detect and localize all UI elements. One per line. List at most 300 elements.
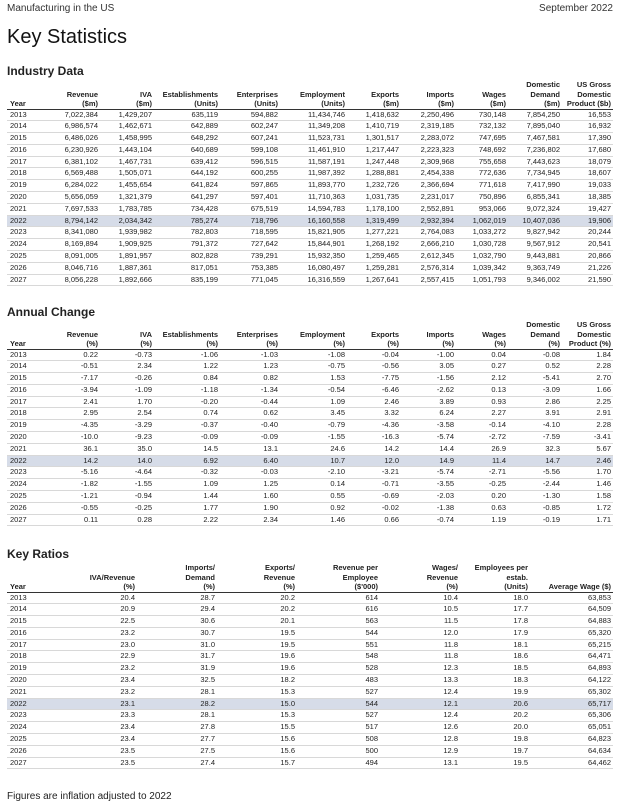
column-header-text: Revenue per xyxy=(332,563,378,572)
column-header-text: IVA xyxy=(140,89,152,99)
table-row xyxy=(7,396,613,408)
table-row xyxy=(7,479,613,491)
value-cell: 7,697,533 xyxy=(42,203,100,215)
value-cell: 2,309,968 xyxy=(401,156,456,168)
value-cell: 544 xyxy=(297,627,380,639)
value-cell: 11.8 xyxy=(380,639,460,651)
value-cell: 730,148 xyxy=(456,109,508,121)
value-cell: 65,215 xyxy=(530,639,613,651)
value-cell: -10.0 xyxy=(42,432,100,444)
value-cell: -0.69 xyxy=(347,491,401,503)
table-row xyxy=(7,408,613,420)
table-header-row xyxy=(7,80,613,109)
value-cell: 19.6 xyxy=(217,651,297,663)
value-cell: 1,892,666 xyxy=(100,274,154,286)
value-cell: 0.52 xyxy=(508,361,562,373)
value-cell: 597,401 xyxy=(220,192,280,204)
year-cell: 2016 xyxy=(7,627,52,639)
column-header-text: ($m) xyxy=(383,99,399,108)
value-cell: 17.9 xyxy=(460,627,530,639)
value-cell: 11.5 xyxy=(380,616,460,628)
column-header xyxy=(347,320,401,349)
value-cell: 28.2 xyxy=(137,698,217,710)
value-cell: 22.5 xyxy=(52,616,137,628)
year-cell: 2014 xyxy=(7,604,52,616)
column-header xyxy=(7,563,52,592)
value-cell: -0.02 xyxy=(347,502,401,514)
value-cell: 23.2 xyxy=(52,686,137,698)
column-header xyxy=(280,80,347,109)
value-cell: 6,486,026 xyxy=(42,133,100,145)
value-cell: 1.77 xyxy=(154,502,220,514)
value-cell: 750,896 xyxy=(456,192,508,204)
year-cell: 2026 xyxy=(7,745,52,757)
value-cell: 19.5 xyxy=(217,627,297,639)
value-cell: 11,587,191 xyxy=(280,156,347,168)
column-header xyxy=(42,80,100,109)
value-cell: 1,467,731 xyxy=(100,156,154,168)
value-cell: 1,217,447 xyxy=(347,144,401,156)
table-row xyxy=(7,239,613,251)
value-cell: 19.9 xyxy=(460,686,530,698)
value-cell: 12.6 xyxy=(380,722,460,734)
value-cell: 602,247 xyxy=(220,121,280,133)
value-cell: 2,454,338 xyxy=(401,168,456,180)
value-cell: 27.4 xyxy=(137,757,217,769)
value-cell: 1,319,499 xyxy=(347,215,401,227)
value-cell: 2,034,342 xyxy=(100,215,154,227)
value-cell: 10.7 xyxy=(280,455,347,467)
table-row xyxy=(7,274,613,286)
column-header-text: Employment xyxy=(299,329,345,339)
value-cell: 11,987,392 xyxy=(280,168,347,180)
column-header-text: (%) xyxy=(266,339,278,348)
column-header xyxy=(401,320,456,349)
value-cell: 2.70 xyxy=(562,373,613,385)
table-row xyxy=(7,361,613,373)
value-cell: 14.4 xyxy=(401,443,456,455)
value-cell: 0.55 xyxy=(280,491,347,503)
value-cell: 2,576,314 xyxy=(401,262,456,274)
value-cell: -0.37 xyxy=(154,420,220,432)
value-cell: 8,341,080 xyxy=(42,227,100,239)
value-cell: 6.24 xyxy=(401,408,456,420)
value-cell: 10.5 xyxy=(380,604,460,616)
value-cell: 15.0 xyxy=(217,698,297,710)
value-cell: 12.0 xyxy=(380,627,460,639)
value-cell: 7,022,384 xyxy=(42,109,100,121)
value-cell: 15,821,905 xyxy=(280,227,347,239)
value-cell: -0.79 xyxy=(280,420,347,432)
value-cell: 2,764,083 xyxy=(401,227,456,239)
value-cell: 12.9 xyxy=(380,745,460,757)
value-cell: 791,372 xyxy=(154,239,220,251)
column-header-text: (%) xyxy=(86,339,98,348)
report-category: Manufacturing in the US xyxy=(7,3,115,14)
value-cell: 64,893 xyxy=(530,663,613,675)
value-cell: 1,030,728 xyxy=(456,239,508,251)
column-header-text: (%) xyxy=(548,339,560,348)
value-cell: 2,250,496 xyxy=(401,109,456,121)
column-header-text: Year xyxy=(10,582,26,591)
table-row xyxy=(7,627,613,639)
value-cell: 20.9 xyxy=(52,604,137,616)
value-cell: 0.14 xyxy=(280,479,347,491)
value-cell: 3.45 xyxy=(280,408,347,420)
value-cell: -0.40 xyxy=(220,420,280,432)
value-cell: 15,844,901 xyxy=(280,239,347,251)
value-cell: 23.4 xyxy=(52,675,137,687)
value-cell: 9,443,881 xyxy=(508,251,562,263)
value-cell: 1.72 xyxy=(562,502,613,514)
value-cell: 11,710,363 xyxy=(280,192,347,204)
value-cell: -1.00 xyxy=(401,349,456,361)
value-cell: 21,226 xyxy=(562,262,613,274)
value-cell: 600,255 xyxy=(220,168,280,180)
value-cell: 2.28 xyxy=(562,361,613,373)
value-cell: -0.08 xyxy=(508,349,562,361)
value-cell: 1,277,221 xyxy=(347,227,401,239)
value-cell: 14.2 xyxy=(42,455,100,467)
value-cell: 64,883 xyxy=(530,616,613,628)
value-cell: 953,066 xyxy=(456,203,508,215)
column-header-text: Establishments xyxy=(162,329,218,339)
value-cell: 15,932,350 xyxy=(280,251,347,263)
value-cell: 13.1 xyxy=(380,757,460,769)
value-cell: 18,079 xyxy=(562,156,613,168)
column-header xyxy=(217,563,297,592)
value-cell: 3.32 xyxy=(347,408,401,420)
value-cell: 782,803 xyxy=(154,227,220,239)
value-cell: -9.23 xyxy=(100,432,154,444)
value-cell: 11,349,208 xyxy=(280,121,347,133)
value-cell: -3.94 xyxy=(42,384,100,396)
column-header-text: Employment xyxy=(299,89,345,99)
column-header-text: Imports xyxy=(426,329,454,339)
value-cell: 0.82 xyxy=(220,373,280,385)
value-cell: 596,515 xyxy=(220,156,280,168)
value-cell: 771,045 xyxy=(220,274,280,286)
value-cell: 31.7 xyxy=(137,651,217,663)
value-cell: 802,828 xyxy=(154,251,220,263)
value-cell: -3.09 xyxy=(508,384,562,396)
value-cell: -1.21 xyxy=(42,491,100,503)
value-cell: 9,827,942 xyxy=(508,227,562,239)
value-cell: 15.6 xyxy=(217,745,297,757)
value-cell: 27.7 xyxy=(137,734,217,746)
value-cell: 1,268,192 xyxy=(347,239,401,251)
column-header xyxy=(220,80,280,109)
value-cell: 641,297 xyxy=(154,192,220,204)
year-cell: 2020 xyxy=(7,675,52,687)
value-cell: 15.5 xyxy=(217,722,297,734)
value-cell: 12.3 xyxy=(380,663,460,675)
value-cell: 0.22 xyxy=(42,349,100,361)
year-cell: 2023 xyxy=(7,227,42,239)
value-cell: 19.5 xyxy=(217,639,297,651)
value-cell: 15.3 xyxy=(217,686,297,698)
column-header-text: (%) xyxy=(140,339,152,348)
column-header xyxy=(562,320,613,349)
table-row xyxy=(7,180,613,192)
column-header-text: ($m) xyxy=(136,99,152,108)
column-header xyxy=(154,80,220,109)
value-cell: 817,051 xyxy=(154,262,220,274)
value-cell: 0.11 xyxy=(42,514,100,526)
table-row xyxy=(7,686,613,698)
column-header-text: Domestic xyxy=(526,320,560,329)
value-cell: 19,033 xyxy=(562,180,613,192)
value-cell: 20.2 xyxy=(217,592,297,604)
column-header-text: Demand xyxy=(185,572,215,582)
year-cell: 2018 xyxy=(7,408,42,420)
value-cell: 36.1 xyxy=(42,443,100,455)
value-cell: 1,247,448 xyxy=(347,156,401,168)
value-cell: 7,467,581 xyxy=(508,133,562,145)
annual-change-table xyxy=(7,320,613,526)
value-cell: 2.91 xyxy=(562,408,613,420)
value-cell: 65,306 xyxy=(530,710,613,722)
value-cell: 27.5 xyxy=(137,745,217,757)
column-header-text: Wages xyxy=(482,89,506,99)
column-header-text: Wages/ xyxy=(432,563,458,572)
value-cell: 1.44 xyxy=(154,491,220,503)
value-cell: 1,462,671 xyxy=(100,121,154,133)
value-cell: -4.10 xyxy=(508,420,562,432)
value-cell: -1.06 xyxy=(154,349,220,361)
value-cell: 12.4 xyxy=(380,686,460,698)
column-header-text: Demand xyxy=(530,329,560,339)
value-cell: 1,458,995 xyxy=(100,133,154,145)
value-cell: -2.44 xyxy=(508,479,562,491)
value-cell: 616 xyxy=(297,604,380,616)
value-cell: 0.63 xyxy=(456,502,508,514)
value-cell: 1,039,342 xyxy=(456,262,508,274)
value-cell: 0.28 xyxy=(100,514,154,526)
column-header-text: Revenue xyxy=(66,329,98,339)
column-header xyxy=(7,80,42,109)
value-cell: 2,552,891 xyxy=(401,203,456,215)
table-row xyxy=(7,109,613,121)
value-cell: 1,062,019 xyxy=(456,215,508,227)
value-cell: 0.20 xyxy=(456,491,508,503)
value-cell: 18.0 xyxy=(460,592,530,604)
value-cell: 1,178,100 xyxy=(347,203,401,215)
year-cell: 2017 xyxy=(7,639,52,651)
value-cell: 1.22 xyxy=(154,361,220,373)
report-header xyxy=(7,3,613,14)
year-cell: 2026 xyxy=(7,262,42,274)
value-cell: 641,824 xyxy=(154,180,220,192)
value-cell: 607,241 xyxy=(220,133,280,145)
column-header xyxy=(347,80,401,109)
year-cell: 2025 xyxy=(7,491,42,503)
value-cell: 3.91 xyxy=(508,408,562,420)
value-cell: 28.7 xyxy=(137,592,217,604)
value-cell: 2,231,017 xyxy=(401,192,456,204)
year-cell: 2016 xyxy=(7,384,42,396)
year-cell: 2015 xyxy=(7,373,42,385)
year-cell: 2014 xyxy=(7,361,42,373)
value-cell: -0.14 xyxy=(456,420,508,432)
value-cell: 12.8 xyxy=(380,734,460,746)
value-cell: 15.7 xyxy=(217,757,297,769)
column-header xyxy=(456,80,508,109)
value-cell: 23.5 xyxy=(52,745,137,757)
value-cell: -3.21 xyxy=(347,467,401,479)
table-row xyxy=(7,420,613,432)
value-cell: 12.0 xyxy=(347,455,401,467)
year-cell: 2021 xyxy=(7,443,42,455)
year-cell: 2015 xyxy=(7,616,52,628)
value-cell: 16,160,558 xyxy=(280,215,347,227)
table-row xyxy=(7,373,613,385)
value-cell: 16,080,497 xyxy=(280,262,347,274)
value-cell: 23.5 xyxy=(52,757,137,769)
value-cell: 65,051 xyxy=(530,722,613,734)
value-cell: 675,519 xyxy=(220,203,280,215)
value-cell: -2.71 xyxy=(456,467,508,479)
table-row xyxy=(7,384,613,396)
value-cell: 755,658 xyxy=(456,156,508,168)
value-cell: 494 xyxy=(297,757,380,769)
value-cell: -0.55 xyxy=(42,502,100,514)
value-cell: 18,385 xyxy=(562,192,613,204)
value-cell: -0.25 xyxy=(456,479,508,491)
value-cell: 599,108 xyxy=(220,144,280,156)
value-cell: 1,783,785 xyxy=(100,203,154,215)
table-row xyxy=(7,604,613,616)
column-header xyxy=(100,80,154,109)
value-cell: -1.18 xyxy=(154,384,220,396)
value-cell: 508 xyxy=(297,734,380,746)
table-row xyxy=(7,443,613,455)
value-cell: 727,642 xyxy=(220,239,280,251)
column-header-text: Average Wage ($) xyxy=(548,582,611,591)
value-cell: 1,033,272 xyxy=(456,227,508,239)
table-row xyxy=(7,432,613,444)
value-cell: 1.90 xyxy=(220,502,280,514)
value-cell: 11,434,746 xyxy=(280,109,347,121)
year-cell: 2024 xyxy=(7,239,42,251)
value-cell: 9,346,002 xyxy=(508,274,562,286)
value-cell: 0.84 xyxy=(154,373,220,385)
value-cell: -5.41 xyxy=(508,373,562,385)
value-cell: -0.71 xyxy=(347,479,401,491)
value-cell: 29.4 xyxy=(137,604,217,616)
value-cell: 23.3 xyxy=(52,710,137,722)
value-cell: 14.9 xyxy=(401,455,456,467)
footnote: Figures are inflation adjusted to 2022 xyxy=(7,791,172,802)
value-cell: 2,283,072 xyxy=(401,133,456,145)
value-cell: 64,634 xyxy=(530,745,613,757)
value-cell: 18.3 xyxy=(460,675,530,687)
column-header-text: Year xyxy=(10,339,26,348)
value-cell: 8,169,894 xyxy=(42,239,100,251)
year-cell: 2016 xyxy=(7,144,42,156)
year-cell: 2020 xyxy=(7,432,42,444)
value-cell: -1.09 xyxy=(100,384,154,396)
value-cell: -5.56 xyxy=(508,467,562,479)
year-cell: 2014 xyxy=(7,121,42,133)
key-ratios-title: Key Ratios xyxy=(7,547,70,561)
value-cell: 16,553 xyxy=(562,109,613,121)
column-header-text: US Gross xyxy=(576,80,611,89)
table-row xyxy=(7,133,613,145)
value-cell: -0.44 xyxy=(220,396,280,408)
year-cell: 2022 xyxy=(7,698,52,710)
key-ratios-table xyxy=(7,563,613,769)
value-cell: 63,853 xyxy=(530,592,613,604)
value-cell: 785,274 xyxy=(154,215,220,227)
column-header xyxy=(508,320,562,349)
value-cell: 18.6 xyxy=(460,651,530,663)
column-header xyxy=(52,563,137,592)
value-cell: -0.03 xyxy=(220,467,280,479)
value-cell: 2.46 xyxy=(562,455,613,467)
value-cell: 35.0 xyxy=(100,443,154,455)
table-row xyxy=(7,491,613,503)
column-header xyxy=(137,563,217,592)
column-header xyxy=(280,320,347,349)
table-row xyxy=(7,467,613,479)
value-cell: 14,594,783 xyxy=(280,203,347,215)
table-row xyxy=(7,663,613,675)
column-header-text: (%) xyxy=(203,582,215,591)
value-cell: 16,932 xyxy=(562,121,613,133)
value-cell: -0.20 xyxy=(154,396,220,408)
table-row xyxy=(7,514,613,526)
year-cell: 2027 xyxy=(7,274,42,286)
value-cell: 27.8 xyxy=(137,722,217,734)
value-cell: 7,236,802 xyxy=(508,144,562,156)
value-cell: 1,887,361 xyxy=(100,262,154,274)
value-cell: 23.4 xyxy=(52,722,137,734)
year-cell: 2017 xyxy=(7,156,42,168)
value-cell: -2.10 xyxy=(280,467,347,479)
value-cell: 551 xyxy=(297,639,380,651)
column-header-text: (%) xyxy=(494,339,506,348)
year-cell: 2015 xyxy=(7,133,42,145)
column-header xyxy=(460,563,530,592)
column-header-text: Establishments xyxy=(162,89,218,99)
column-header xyxy=(7,320,42,349)
table-row xyxy=(7,675,613,687)
value-cell: 7,443,623 xyxy=(508,156,562,168)
value-cell: 28.1 xyxy=(137,686,217,698)
value-cell: -1.38 xyxy=(401,502,456,514)
year-cell: 2019 xyxy=(7,663,52,675)
column-header-text: Year xyxy=(10,99,26,108)
value-cell: 15.6 xyxy=(217,734,297,746)
column-header-text: Revenue xyxy=(426,572,458,582)
column-header-text: (Units) xyxy=(504,582,528,591)
value-cell: 1.09 xyxy=(280,396,347,408)
value-cell: 19,906 xyxy=(562,215,613,227)
value-cell: 748,692 xyxy=(456,144,508,156)
year-cell: 2022 xyxy=(7,215,42,227)
value-cell: 1,051,793 xyxy=(456,274,508,286)
column-header-text: Domestic xyxy=(577,329,611,339)
value-cell: 5.67 xyxy=(562,443,613,455)
table-row xyxy=(7,455,613,467)
value-cell: 1,232,726 xyxy=(347,180,401,192)
value-cell: 2.95 xyxy=(42,408,100,420)
value-cell: -0.94 xyxy=(100,491,154,503)
value-cell: 11.4 xyxy=(456,455,508,467)
annual-change-title: Annual Change xyxy=(7,305,96,319)
year-cell: 2024 xyxy=(7,479,42,491)
